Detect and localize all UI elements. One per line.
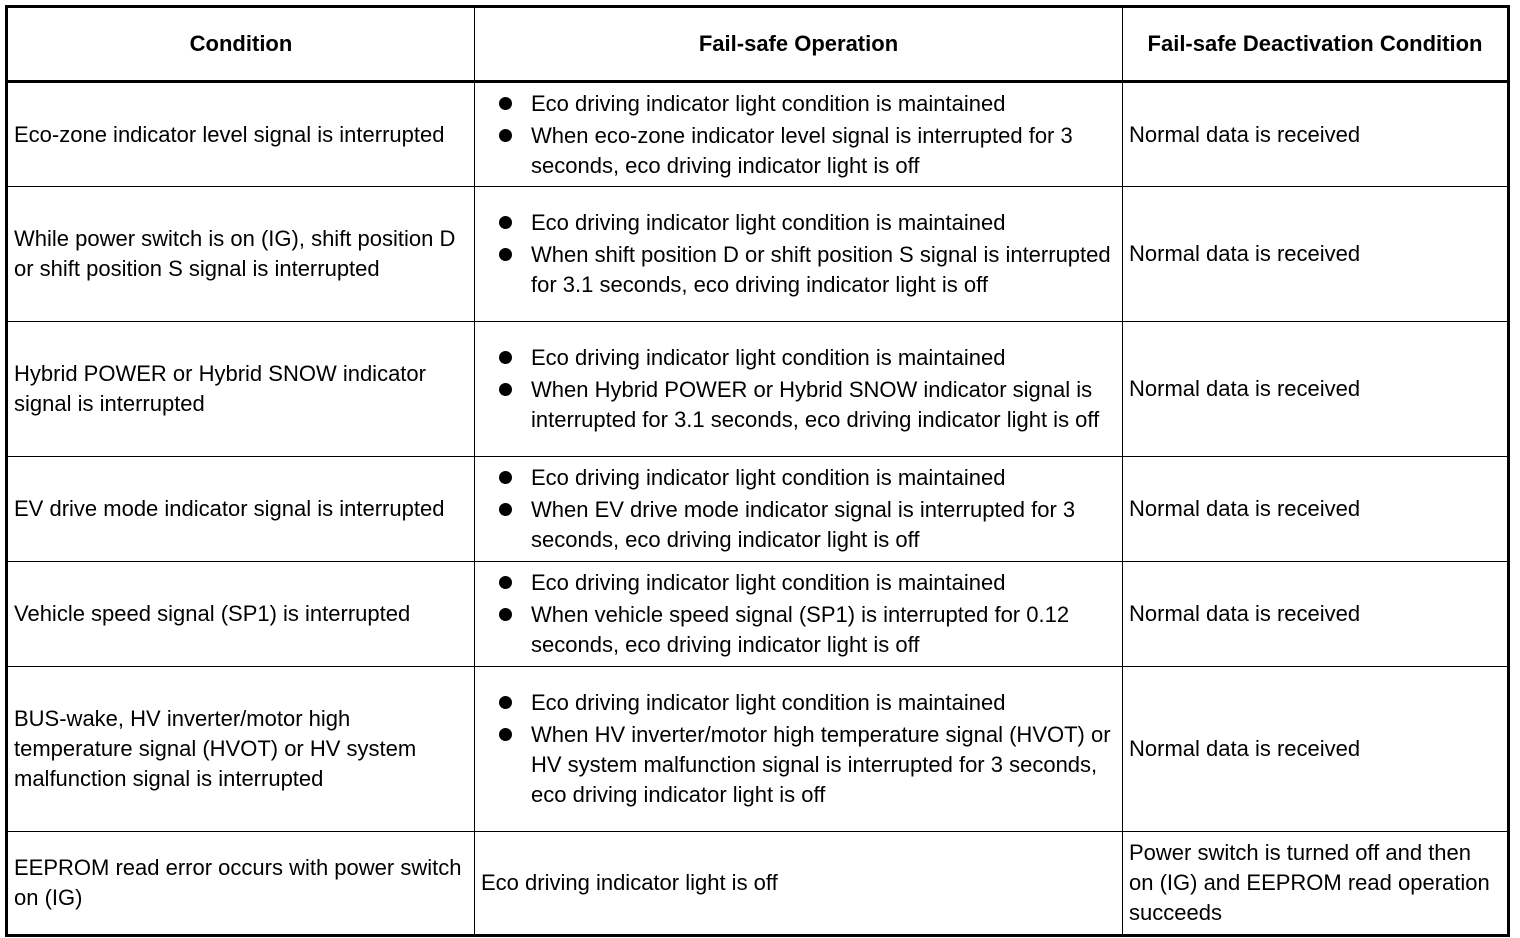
bullet-icon — [499, 471, 512, 484]
bullet-icon — [499, 728, 512, 741]
operation-cell — [475, 562, 1123, 667]
table-row — [7, 457, 1509, 562]
deactivation-cell: Normal data is received — [1123, 562, 1509, 667]
table-row — [7, 322, 1509, 457]
table-row — [7, 82, 1509, 187]
bullet-icon — [499, 576, 512, 589]
operation-text: When eco-zone indicator level signal is interrupted for 3 seconds, eco driving indicator light is off — [531, 122, 1073, 178]
table-row — [7, 667, 1509, 832]
operation-item — [495, 208, 1116, 238]
operation-list — [495, 463, 1116, 555]
condition-cell: EV drive mode indicator signal is interrupted — [7, 457, 475, 562]
operation-item — [495, 343, 1116, 373]
condition-cell: Hybrid POWER or Hybrid SNOW indicator signal is interrupted — [7, 322, 475, 457]
operation-item — [495, 568, 1116, 598]
operation-text: Eco driving indicator light condition is maintained — [531, 570, 1006, 595]
table-row — [7, 187, 1509, 322]
operation-text: When EV drive mode indicator signal is interrupted for 3 seconds, eco driving indicator light is off — [531, 497, 1076, 552]
operation-list — [495, 688, 1116, 810]
bullet-icon — [499, 216, 512, 229]
operation-text: Eco driving indicator light condition is maintained — [531, 210, 1006, 235]
condition-cell: Eco-zone indicator level signal is interrupted — [7, 82, 475, 187]
condition-cell: Vehicle speed signal (SP1) is interrupted — [7, 562, 475, 667]
bullet-icon — [499, 696, 512, 709]
failsafe-table — [5, 5, 1510, 937]
bullet-icon — [499, 129, 512, 142]
operation-item — [495, 240, 1116, 300]
operation-text: When HV inverter/motor high temperature signal (HVOT) or HV system malfunction signal is interrupted for 3 seconds, eco driving indicator light is off — [531, 722, 1111, 807]
deactivation-cell: Normal data is received — [1123, 187, 1509, 322]
table-row — [7, 832, 1509, 936]
condition-cell: BUS-wake, HV inverter/motor high temperature signal (HVOT) or HV system malfunction signal is interrupted — [7, 667, 475, 832]
operation-cell — [475, 322, 1123, 457]
operation-cell — [475, 187, 1123, 322]
header-condition: Condition — [7, 7, 475, 82]
operation-text: When vehicle speed signal (SP1) is interrupted for 0.12 seconds, eco driving indicator light is off — [531, 602, 1070, 657]
operation-text: Eco driving indicator light condition is maintained — [531, 465, 1006, 490]
operation-item — [495, 495, 1116, 555]
operation-item — [495, 720, 1116, 810]
operation-item — [495, 375, 1116, 435]
bullet-icon — [499, 97, 512, 110]
operation-text: Eco driving indicator light condition is maintained — [531, 90, 1006, 116]
deactivation-cell: Normal data is received — [1123, 457, 1509, 562]
bullet-icon — [499, 351, 512, 364]
deactivation-cell: Normal data is received — [1123, 82, 1509, 187]
operation-text: When shift position D or shift position S signal is interrupted for 3.1 seconds, eco driving indicator light is off — [531, 242, 1111, 297]
operation-item — [495, 600, 1116, 660]
condition-cell: EEPROM read error occurs with power switch on (IG) — [7, 832, 475, 936]
bullet-icon — [499, 608, 512, 621]
deactivation-cell: Power switch is turned off and then on (IG) and EEPROM read operation succeeds — [1123, 832, 1509, 936]
header-operation: Fail-safe Operation — [475, 7, 1123, 82]
bullet-icon — [499, 383, 512, 396]
operation-text: Eco driving indicator light condition is maintained — [531, 690, 1006, 715]
operation-item — [495, 121, 1116, 181]
condition-cell: While power switch is on (IG), shift position D or shift position S signal is interrupted — [7, 187, 475, 322]
header-deactivation: Fail-safe Deactivation Condition — [1123, 7, 1509, 82]
operation-text: Eco driving indicator light condition is maintained — [531, 345, 1006, 370]
operation-cell: Eco driving indicator light is off — [475, 832, 1123, 936]
operation-item — [495, 463, 1116, 493]
operation-item — [495, 688, 1116, 718]
operation-cell — [475, 457, 1123, 562]
bullet-icon — [499, 248, 512, 261]
header-row — [7, 7, 1509, 82]
operation-list — [495, 568, 1116, 660]
operation-cell — [475, 82, 1123, 187]
operation-list — [495, 89, 1116, 181]
bullet-icon — [499, 503, 512, 516]
operation-item — [495, 89, 1116, 119]
deactivation-cell: Normal data is received — [1123, 667, 1509, 832]
deactivation-cell: Normal data is received — [1123, 322, 1509, 457]
operation-list — [495, 208, 1116, 300]
operation-list — [495, 343, 1116, 435]
operation-cell — [475, 667, 1123, 832]
operation-text: When Hybrid POWER or Hybrid SNOW indicator signal is interrupted for 3.1 seconds, eco driving indicator light is off — [531, 377, 1100, 432]
table-row — [7, 562, 1509, 667]
